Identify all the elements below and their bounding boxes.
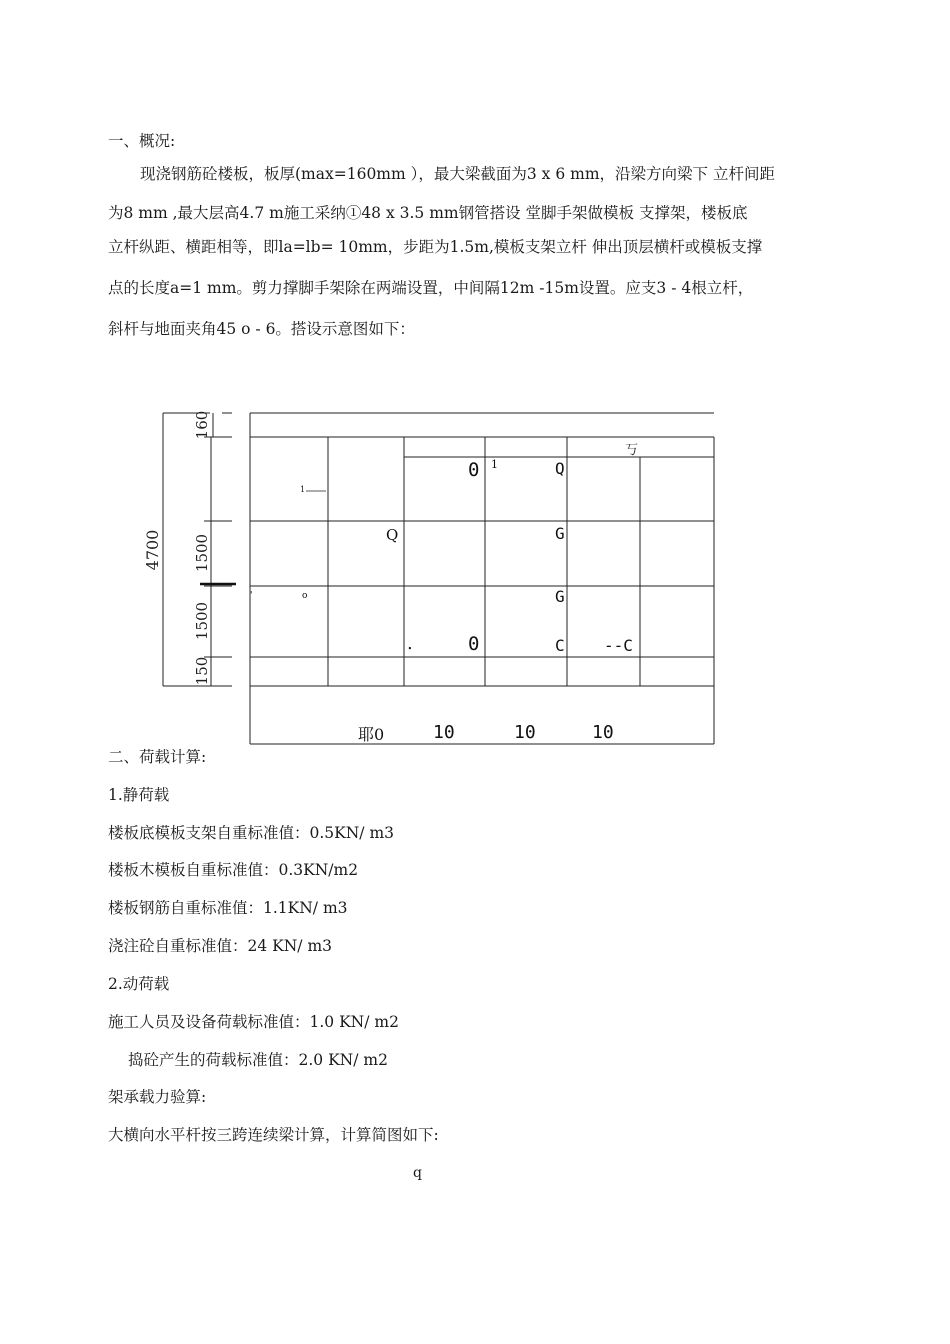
dim-label-1500-upper: 1500 [193, 533, 211, 573]
dim-label-total: 4700 [143, 529, 162, 571]
mark-one: 1 [300, 485, 306, 494]
spacing-label-2: 10 [514, 722, 536, 743]
mark-dot: . [407, 633, 413, 654]
check-heading: 架承载力验算: [108, 1088, 207, 1106]
paragraph-line-2: 为8 mm ,最大层高4.7 m施工采纳①48 x 3.5 mm钢管搭设 堂脚手架做模板 支撑架，楼板底 [108, 204, 748, 222]
static-load-item-4: 浇注砼自重标准值：24 KN/ m3 [108, 937, 333, 955]
mark-g-1: G [555, 524, 565, 543]
static-load-item-1: 楼板底模板支架自重标准值：0.5KN/ m3 [108, 824, 395, 842]
section-heading-loads: 二、荷载计算: [108, 748, 207, 766]
mark-g-2: G [555, 587, 565, 606]
mark-q-1: Q [555, 459, 565, 478]
static-load-item-3: 楼板钢筋自重标准值：1.1KN/ m3 [108, 899, 348, 917]
mark-c-1: C [555, 636, 565, 655]
mark-c-2: --C [604, 636, 633, 655]
load-q-label: q [413, 1165, 422, 1181]
mark-tick: ' [250, 591, 253, 601]
mark-o-1: 0 [468, 459, 480, 481]
paragraph-line-3: 立杆纵距、横距相等，即la=lb= 10mm，步距为1.5m,模板支架立杆 伸出顶层横杆或模板支撑 [108, 238, 763, 256]
static-load-heading: 1.静荷载 [108, 786, 170, 804]
paragraph-line-5: 斜杆与地面夹角45 o - 6。搭设示意图如下： [108, 320, 415, 338]
mark-wan: 丂 [625, 443, 639, 458]
mark-q-2: Q [386, 526, 399, 544]
beam-calculation-text: 大横向水平杆按三跨连续梁计算，计算简图如下: [108, 1126, 439, 1144]
mark-ye0: 耶0 [358, 725, 385, 744]
spacing-label-1: 10 [433, 722, 455, 743]
mark-superscript-1: 1 [491, 458, 498, 471]
dim-label-150: 150 [193, 656, 211, 686]
dynamic-load-item-2: 捣砼产生的荷载标准值：2.0 KN/ m2 [128, 1051, 388, 1069]
spacing-label-3: 10 [592, 722, 614, 743]
mark-small-o: o [302, 591, 308, 601]
dim-label-160: 160 [193, 410, 211, 440]
dynamic-load-heading: 2.动荷载 [108, 975, 170, 993]
static-load-item-2: 楼板木模板自重标准值：0.3KN/m2 [108, 861, 359, 879]
dim-label-1500-lower: 1500 [193, 601, 211, 641]
mark-o-2: 0 [468, 633, 480, 655]
paragraph-line-4: 点的长度a=1 mm。剪力撑脚手架除在两端设置，中间隔12m -15m设置。应支3 - 4根立杆， [108, 279, 754, 297]
section-heading-overview: 一、概况: [108, 132, 176, 150]
paragraph-line-1: 现浇钢筋砼楼板，板厚(max=160mm ），最大梁截面为3 x 6 mm，沿梁方向梁下 立杆间距 [140, 165, 775, 183]
dynamic-load-item-1: 施工人员及设备荷载标准值：1.0 KN/ m2 [108, 1013, 399, 1031]
